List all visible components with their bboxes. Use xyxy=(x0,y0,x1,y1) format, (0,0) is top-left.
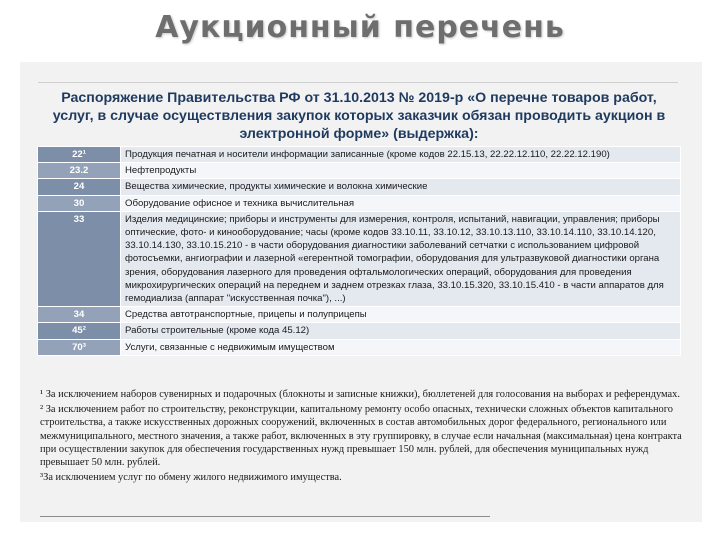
table-row xyxy=(38,195,681,211)
footnote: ³За исключением услуг по обмену жилого недвижимого имущества. xyxy=(40,472,342,484)
slide-title: Аукционный перечень xyxy=(155,10,565,45)
description-cell: Средства автотранспортные, прицепы и полуприцепы xyxy=(121,307,681,323)
okpd-code-cell: 22¹ xyxy=(38,147,121,163)
description-cell: Работы строительные (кроме кода 45.12) xyxy=(121,323,681,339)
divider-line xyxy=(38,82,678,83)
description-cell: Продукция печатная и носители информации записанные (кроме кодов 22.15.13, 22.22.12.110, 22.22.12.190) xyxy=(121,147,681,163)
okpd-code-cell: 24 xyxy=(38,179,121,195)
footnote-underline xyxy=(40,516,490,517)
description-cell: Изделия медицинские; приборы и инструменты для измерения, контроля, испытаний, навигации, управления; приборы оптические, фото- и кинооборудование; часы (кроме кодов 33.10.11, 33.10.12, 33.10.13.110, 33.10.14.110, 33.10.14.120, 33.10.14.130, 33.10.15.210 - в части оборудования диагностики заболеваний сетчатки с использованием цифровой фотосъемки, ангиографии и лазерной «егерентной томографии, оборудования для ультразвуковой диагностики органа зрения, оборудования лазерного для проведения офтальмологических операций, оборудования для проведения микрохирургических операций на переднем и заднем отрезках глаза, 33.10.15.320, 33.10.15.410 - в части аппаратов для гемодиализа (аппарат "искусственная почка"), ...) xyxy=(121,211,681,306)
description-cell: Вещества химические, продукты химические и волокна химические xyxy=(121,179,681,195)
description-cell: Услуги, связанные с недвижимым имуществом xyxy=(121,339,681,355)
okpd-code-cell: 34 xyxy=(38,307,121,323)
okpd-code-cell: 30 xyxy=(38,195,121,211)
description-cell: Оборудование офисное и техника вычислительная xyxy=(121,195,681,211)
okpd-code-cell: 70³ xyxy=(38,339,121,355)
table-row xyxy=(38,147,681,163)
document-heading: Распоряжение Правительства РФ от 31.10.2013 № 2019-р «О перечне товаров работ, услуг, в случае осуществления закупок которых заказчик обязан проводить аукцион в электронной форме» (выдержка): xyxy=(52,90,666,142)
okpd-code-cell: 23.2 xyxy=(38,163,121,179)
table-row xyxy=(38,307,681,323)
okpd-code-cell: 33 xyxy=(38,211,121,306)
goods-table xyxy=(37,146,681,356)
description-cell: Нефтепродукты xyxy=(121,163,681,179)
table-row xyxy=(38,339,681,355)
footnote: ¹ За исключением наборов сувенирных и подарочных (блокноты и записные книжки), бюллетеней для голосования на выборах и референдумах. xyxy=(40,389,680,400)
okpd-code-cell: 45² xyxy=(38,323,121,339)
footnote: ² За исключением работ по строительству, реконструкции, капитальному ремонту особо опасных, технически сложных объектов капитального строительства, а также искусственных дорожных сооружений, включенных в состав автомобильных дорог федерального, регионального или межмуниципального, местного значения, а также работ, включенных в эту группировку, в случае если начальная (максимальная) цена контракта при осуществлении закупок для обеспечения государственных нужд превышает 150 млн. рублей, для обеспечения муниципальных нужд превышает 50 млн. рублей. xyxy=(40,404,682,469)
table-row xyxy=(38,179,681,195)
table-row xyxy=(38,211,681,306)
footnotes xyxy=(40,388,686,486)
table-row xyxy=(38,163,681,179)
table-row xyxy=(38,323,681,339)
